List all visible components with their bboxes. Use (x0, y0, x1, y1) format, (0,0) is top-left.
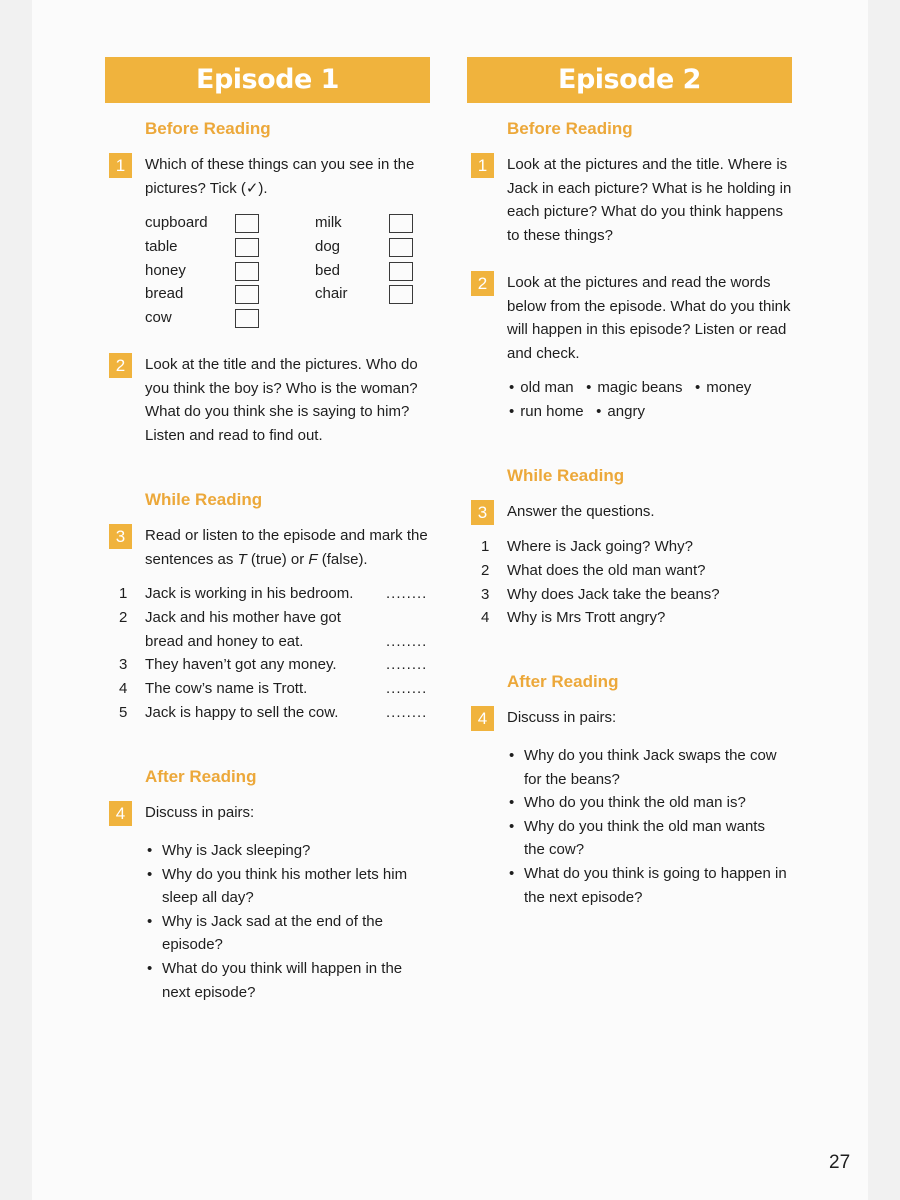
list-item: • What do you think will happen in the next episode? (147, 957, 427, 1004)
episode-2-question-2-text: Look at the pictures and read the words below from the episode. What do you think will happen in this episode? Listen or read and check. (507, 274, 791, 362)
list-item: • Why is Jack sleeping? (147, 839, 427, 863)
sentence-text: Jack is working in his bedroom. (145, 585, 354, 602)
bullet-icon: • (509, 817, 515, 835)
sentence-number: 3 (119, 656, 128, 673)
bullet-icon: • (147, 842, 153, 859)
list-item: • Why is Jack sad at the end of the episode? (147, 910, 427, 957)
list-item: • Why do you think his mother lets him sleep all day? (147, 863, 427, 910)
tick-box[interactable] (235, 214, 259, 233)
answer-blank[interactable]: ........ (386, 680, 428, 697)
tick-box[interactable] (235, 262, 259, 281)
vocabulary-words-row-1 (509, 379, 751, 396)
bullet-icon: • (147, 865, 153, 883)
question-number: 3 (471, 500, 494, 525)
tick-box[interactable] (389, 262, 413, 281)
tick-box[interactable] (389, 214, 413, 233)
tick-box[interactable] (389, 238, 413, 257)
question-item-number: 1 (481, 538, 490, 555)
tick-item-label: cow (145, 309, 172, 326)
episode-2-question-3-text: Answer the questions. (507, 503, 655, 520)
vocab-word: • money (695, 379, 751, 396)
question-item-number: 3 (481, 586, 490, 603)
list-item: • What do you think is going to happen in the next episode? (509, 862, 789, 909)
episode-1-title: Episode 1 (105, 57, 430, 103)
sentence-text: The cow’s name is Trott. (145, 680, 308, 697)
question-number: 4 (471, 706, 494, 731)
bullet-icon: • (509, 864, 515, 882)
bullet-icon: • (147, 959, 153, 977)
tick-item-label: bed (315, 262, 341, 279)
vocab-word: • run home (509, 403, 584, 420)
tick-item-label: milk (315, 214, 342, 231)
episode-2-after-reading-heading: After Reading (507, 672, 619, 691)
sentence-text: Jack and his mother have got (145, 609, 341, 626)
vocab-word: • magic beans (586, 379, 682, 396)
episode-1-question-1-text: Which of these things can you see in the pictures? Tick (✓). (145, 156, 415, 197)
episode-1-before-reading-heading: Before Reading (145, 119, 271, 138)
sentence-number: 1 (119, 585, 128, 602)
discussion-bullet-list (509, 744, 789, 909)
question-number: 4 (109, 801, 132, 826)
episode-2-title: Episode 2 (467, 57, 792, 103)
vocab-word: • angry (596, 403, 645, 420)
question-number: 2 (471, 271, 494, 296)
answer-blank[interactable]: ........ (386, 585, 428, 602)
answer-blank[interactable]: ........ (386, 633, 428, 650)
tick-box[interactable] (389, 285, 413, 304)
episode-1-after-reading-heading: After Reading (145, 767, 257, 786)
episode-2-question-1-text: Look at the pictures and the title. Where is Jack in each picture? What is he holding in each picture? What do you think happens to these things? (507, 156, 792, 244)
discussion-bullet-list (147, 839, 427, 1004)
sentence-number: 4 (119, 680, 128, 697)
tick-item-label: table (145, 238, 178, 255)
sentence-text: bread and honey to eat. (145, 633, 304, 650)
answer-blank[interactable]: ........ (386, 656, 428, 673)
tick-item-label: chair (315, 285, 348, 302)
tick-item-label: bread (145, 285, 184, 302)
answer-blank[interactable]: ........ (386, 704, 428, 721)
bullet-icon: • (147, 912, 153, 930)
sentence-text: They haven’t got any money. (145, 656, 337, 673)
sentence-number: 5 (119, 704, 128, 721)
question-item-text: What does the old man want? (507, 562, 706, 579)
book-page (32, 0, 868, 1200)
tick-box[interactable] (235, 238, 259, 257)
tick-item-label: cupboard (145, 214, 208, 231)
episode-1-question-4-text: Discuss in pairs: (145, 804, 255, 821)
sentence-text: Jack is happy to sell the cow. (145, 704, 339, 721)
list-item: • Who do you think the old man is? (509, 791, 789, 815)
question-number: 3 (109, 524, 132, 549)
tick-item-label: honey (145, 262, 186, 279)
list-item: • Why do you think Jack swaps the cow for the beans? (509, 744, 789, 791)
question-item-text: Why does Jack take the beans? (507, 586, 720, 603)
episode-1-while-reading-heading: While Reading (145, 490, 263, 509)
question-item-number: 4 (481, 609, 490, 626)
question-item-number: 2 (481, 562, 490, 579)
episode-2-while-reading-heading: While Reading (507, 466, 625, 485)
question-item-text: Why is Mrs Trott angry? (507, 609, 666, 626)
tick-box[interactable] (235, 309, 259, 328)
episode-1-question-2-text: Look at the title and the pictures. Who do you think the boy is? Who is the woman? What do you think she is saying to him? Listen and read to find out. (145, 356, 418, 444)
page-number: 27 (829, 1152, 851, 1173)
episode-2-before-reading-heading: Before Reading (507, 119, 633, 138)
episode-1-question-3-text: Read or listen to the episode and mark the sentences as T (true) or F (false). (145, 527, 428, 568)
question-number: 1 (471, 153, 494, 178)
episode-2-question-4-text: Discuss in pairs: (507, 709, 617, 726)
tick-box[interactable] (235, 285, 259, 304)
list-item: • Why do you think the old man wants the cow? (509, 815, 789, 862)
bullet-icon: • (509, 747, 515, 764)
vocab-word: • old man (509, 379, 574, 396)
question-item-text: Where is Jack going? Why? (507, 538, 693, 555)
bullet-icon: • (509, 794, 515, 812)
tick-item-label: dog (315, 238, 341, 255)
vocabulary-words-row-2 (509, 403, 645, 420)
sentence-number: 2 (119, 609, 128, 626)
question-number: 2 (109, 353, 132, 378)
question-number: 1 (109, 153, 132, 178)
